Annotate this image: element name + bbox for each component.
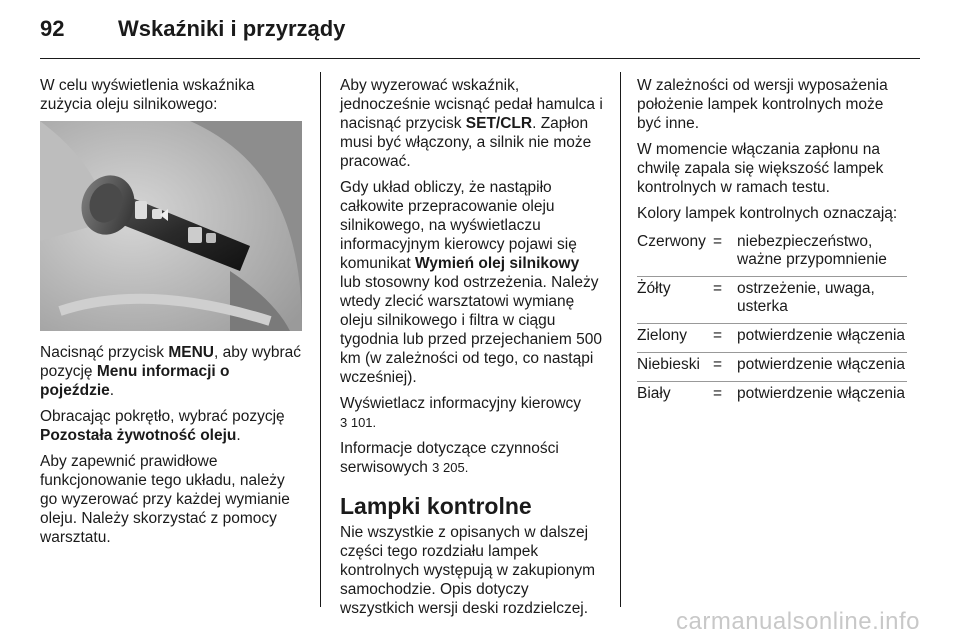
color-row	[637, 230, 907, 277]
column-divider	[620, 72, 621, 607]
color-legend-table	[637, 230, 907, 410]
color-row	[637, 382, 907, 411]
intro-paragraph: W celu wyświetlenia wskaźnika zużycia oleju silnikowego:	[40, 77, 255, 113]
page-reference: 3 205.	[432, 460, 469, 475]
wiper-stalk-illustration	[40, 121, 302, 331]
column-middle	[340, 76, 604, 625]
color-row	[637, 277, 907, 324]
page-reference: 3 101.	[340, 415, 377, 430]
knob-instruction: Obracając pokrętło, wybrać pozycję Pozostała żywotność oleju.	[40, 408, 285, 444]
colors-intro: Kolory lampek kontrolnych oznaczają:	[637, 205, 898, 222]
column-right	[637, 76, 907, 410]
reset-advice-paragraph: Aby zapewnić prawidłowe funkcjonowanie tego układu, należy go wyzerować przy każdej wymianie oleju. Należy skorzystać z pomocy warsztatu.	[40, 453, 290, 546]
equals-sign: =	[713, 233, 723, 250]
color-row	[637, 353, 907, 382]
column-divider	[320, 72, 321, 607]
color-name: Niebieski	[637, 353, 713, 382]
warning-lights-intro: Nie wszystkie z opisanych w dalszej części tego rozdziału lampek kontrolnych występują w zakupionym samochodzie. Opis dotyczy wszystkich wersji deski rozdzielczej.	[340, 524, 596, 617]
color-meaning: niebezpieczeństwo, ważne przypomnienie	[737, 233, 887, 268]
color-name: Biały	[637, 382, 713, 411]
oil-life-label: Pozostała żywotność oleju	[40, 427, 237, 444]
change-oil-message: Wymień olej silnikowy	[414, 255, 580, 272]
color-meaning: ostrzeżenie, uwaga, usterka	[737, 277, 907, 324]
menu-button-label: MENU	[168, 344, 214, 361]
reset-instruction: Aby wyzerować wskaźnik, jednocześnie wcisnąć pedał hamulca i nacisnąć przycisk SET/CLR. Zapłon musi być włączony, a silnik nie może pracować.	[340, 77, 603, 170]
equals-sign: =	[713, 277, 737, 324]
color-meaning: potwierdzenie włączenia	[737, 353, 907, 382]
column-left	[40, 76, 302, 554]
header-divider	[40, 58, 920, 59]
page-title: Wskaźniki i przyrządy	[118, 16, 346, 41]
menu-instruction: Nacisnąć przycisk MENU, aby wybrać pozycję Menu informacji o pojeździe.	[40, 344, 301, 399]
ignition-test-note: W momencie włączania zapłonu na chwilę zapala się większość lampek kontrolnych w ramach testu.	[637, 141, 884, 196]
service-info-reference: Informacje dotyczące czynności serwisowych 3 205.	[340, 440, 559, 476]
equals-sign: =	[713, 353, 737, 382]
vehicle-info-menu-label: Menu informacji o pojeździe	[40, 363, 230, 399]
color-meaning: potwierdzenie włączenia	[737, 382, 907, 411]
color-name: Czerwony	[637, 233, 706, 250]
oil-change-paragraph: Gdy układ obliczy, że nastąpiło całkowite przepracowanie oleju silnikowego, na wyświetlaczu informacyjnym kierowcy pojawi się komunikat Wymień olej silnikowy lub stosowny kod ostrzeżenia. Należy wtedy zlecić warsztatowi wymianę oleju silnikowego i filtra w ciągu tygodnia lub przed przejechaniem 500 km (w zależności od tego, co nastąpi wcześniej).	[340, 179, 602, 386]
equals-sign: =	[713, 382, 737, 411]
watermark: carmanualsonline.info	[676, 608, 920, 635]
equals-sign: =	[713, 324, 737, 353]
set-clr-button-label: SET/CLR	[465, 115, 533, 132]
page-number: 92	[40, 16, 65, 41]
color-meaning: potwierdzenie włączenia	[737, 324, 907, 353]
position-note: W zależności od wersji wyposażenia położenie lampek kontrolnych może być inne.	[637, 77, 888, 132]
color-row	[637, 324, 907, 353]
color-name: Zielony	[637, 324, 713, 353]
section-heading: Lampki kontrolne	[340, 493, 532, 519]
driver-info-reference: Wyświetlacz informacyjny kierowcy 3 101.	[340, 395, 582, 430]
color-name: Żółty	[637, 277, 713, 324]
